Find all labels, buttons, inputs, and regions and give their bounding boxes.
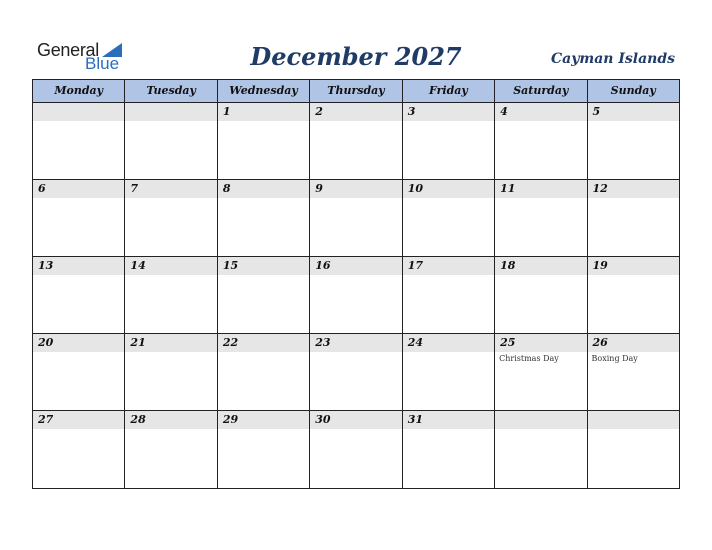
weekday-tuesday: Tuesday (125, 80, 217, 102)
day-number: 14 (130, 259, 146, 272)
weekday-thursday: Thursday (310, 80, 402, 102)
day-number: 10 (407, 182, 423, 195)
day-number: 7 (130, 182, 139, 195)
day-number: 25 (500, 336, 516, 349)
day-number: 18 (500, 259, 516, 272)
day-cell (403, 180, 495, 256)
day-cell (125, 103, 217, 179)
calendar-title: December 2027 (250, 42, 462, 71)
day-cell (33, 103, 125, 179)
day-number-bar (125, 180, 216, 198)
day-cell (403, 257, 495, 333)
weekday-header-row (33, 80, 679, 103)
day-number-bar (495, 103, 586, 121)
day-cell (310, 180, 402, 256)
day-number: 21 (130, 336, 146, 349)
day-cell (588, 334, 679, 410)
day-number: 1 (222, 105, 231, 118)
day-cell (403, 334, 495, 410)
week-row (33, 334, 679, 411)
holiday-label: Boxing Day (591, 354, 638, 363)
day-number-bar (33, 180, 124, 198)
day-cell (218, 180, 310, 256)
day-cell (588, 257, 679, 333)
day-number: 4 (500, 105, 508, 118)
day-cell (403, 411, 495, 488)
day-number: 6 (38, 182, 46, 195)
day-cell (218, 411, 310, 488)
day-number: 9 (315, 182, 323, 195)
day-number: 3 (407, 105, 416, 118)
day-number: 16 (315, 259, 331, 272)
day-number-bar (588, 103, 679, 121)
day-number-bar (218, 103, 309, 121)
day-cell (33, 411, 125, 488)
day-number: 31 (407, 413, 423, 426)
day-number: 20 (38, 336, 54, 349)
calendar-weeks (33, 103, 679, 488)
day-number-bar (33, 103, 124, 121)
week-row (33, 411, 679, 488)
weekday-friday: Friday (403, 80, 495, 102)
day-number-bar (218, 180, 309, 198)
day-number-bar (310, 103, 401, 121)
day-number: 22 (222, 336, 239, 349)
weekday-wednesday: Wednesday (218, 80, 310, 102)
logo-blue-text: Blue (85, 54, 120, 73)
weekday-monday: Monday (33, 80, 125, 102)
day-cell (218, 257, 310, 333)
day-cell (310, 257, 402, 333)
day-number: 19 (592, 259, 608, 272)
day-number: 13 (38, 259, 54, 272)
logo-general-text: General (37, 40, 99, 60)
day-number: 17 (407, 259, 423, 272)
week-row (33, 257, 679, 334)
day-number-bar (495, 411, 586, 429)
day-cell (495, 180, 587, 256)
day-cell (495, 334, 587, 410)
weekday-saturday: Saturday (495, 80, 587, 102)
week-row (33, 103, 679, 180)
day-cell (218, 103, 310, 179)
day-cell (588, 411, 679, 488)
day-cell (495, 411, 587, 488)
day-cell (495, 103, 587, 179)
day-cell (125, 411, 217, 488)
country-label: Cayman Islands (551, 51, 675, 67)
day-number: 26 (592, 336, 608, 349)
day-cell (310, 103, 402, 179)
day-number: 29 (222, 413, 239, 426)
day-number: 30 (315, 413, 331, 426)
day-cell (588, 103, 679, 179)
day-cell (33, 257, 125, 333)
day-number: 24 (407, 336, 423, 349)
day-number: 12 (592, 182, 608, 195)
day-number: 8 (222, 182, 231, 195)
holiday-label: Christmas Day (499, 354, 559, 363)
day-cell (403, 103, 495, 179)
day-cell (125, 257, 217, 333)
day-cell (495, 257, 587, 333)
day-number: 2 (315, 105, 323, 118)
day-cell (310, 334, 402, 410)
day-number-bar (588, 411, 679, 429)
weekday-sunday: Sunday (610, 84, 656, 97)
day-cell (33, 334, 125, 410)
day-number: 23 (315, 336, 331, 349)
calendar-grid (32, 79, 680, 489)
day-number: 5 (592, 105, 601, 118)
day-number-bar (310, 180, 401, 198)
day-cell (218, 334, 310, 410)
day-number-bar (125, 103, 216, 121)
day-number: 27 (38, 413, 54, 426)
week-row (33, 180, 679, 257)
day-cell (588, 180, 679, 256)
day-cell (310, 411, 402, 488)
day-cell (33, 180, 125, 256)
day-number: 11 (500, 182, 516, 195)
day-cell (125, 334, 217, 410)
day-number: 15 (222, 259, 239, 272)
day-number-bar (403, 103, 494, 121)
day-number: 28 (130, 413, 146, 426)
day-cell (125, 180, 217, 256)
